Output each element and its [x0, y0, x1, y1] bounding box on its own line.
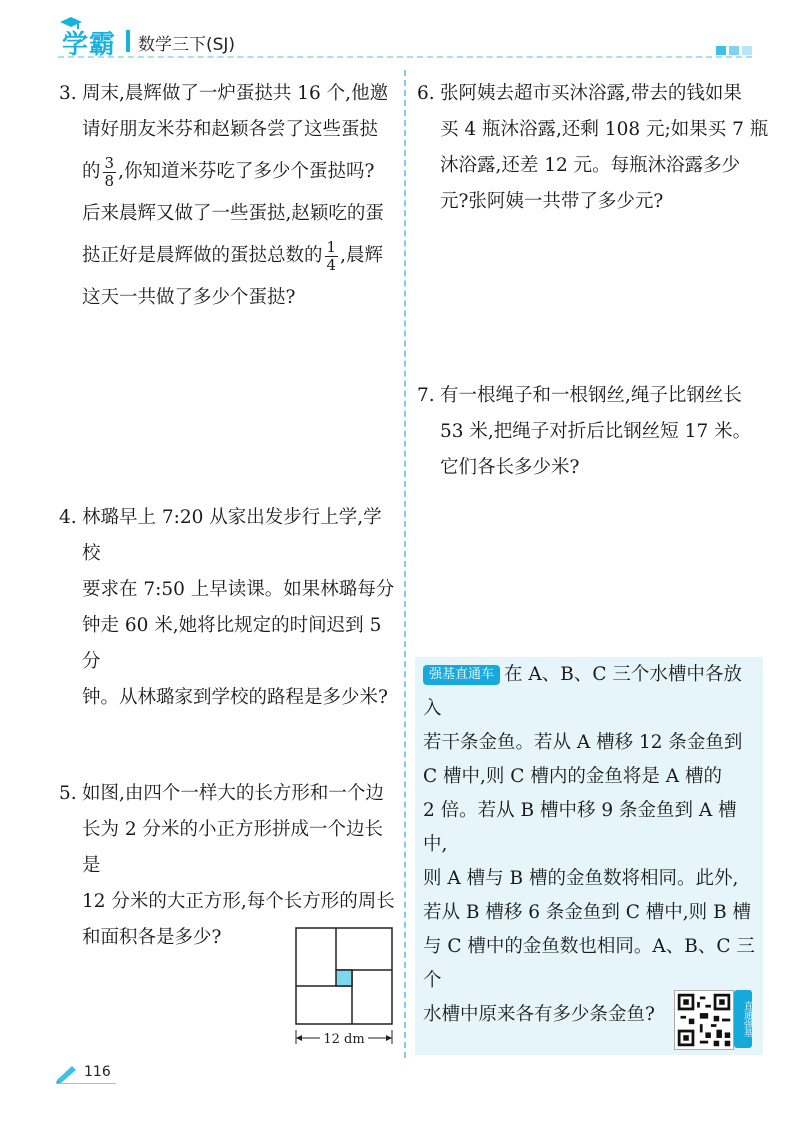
problem-line: 张阿姨去超市买沐浴露,带去的钱如果 — [440, 83, 742, 104]
text-fragment: ,晨辉 — [340, 245, 383, 266]
qr-code-icon[interactable] — [674, 990, 734, 1050]
problem-line — [82, 148, 400, 196]
brand-logo: 学霸 — [62, 30, 117, 60]
problem-number: 6. — [417, 83, 435, 104]
problem-line: 钟。从林璐家到学校的路程是多少米? — [82, 687, 388, 708]
problem-line: 12 分米的大正方形,每个长方形的周长 — [82, 891, 395, 912]
problem-line: 和面积各是多少? — [82, 927, 222, 948]
problem-number: 3. — [59, 83, 77, 104]
header-decoration — [716, 46, 752, 56]
problem-line — [82, 232, 400, 280]
challenge-text — [423, 658, 759, 1032]
challenge-line: 与 C 槽中的金鱼数也相同。A、B、C 三个 — [423, 936, 755, 991]
challenge-line: 若干条金鱼。若从 A 槽移 12 条金鱼到 — [423, 732, 743, 753]
challenge-line: 则 A 槽与 B 槽的金鱼数将相同。此外, — [423, 868, 739, 889]
text-fragment: ,你知道米芬吃了多少个蛋挞吗? — [118, 161, 375, 182]
column-divider — [404, 70, 406, 1058]
fraction-denominator: 4 — [326, 255, 337, 274]
problem-line: 这天一共做了多少个蛋挞? — [82, 287, 296, 308]
text-fragment: 挞正好是晨辉做的蛋挞总数的 — [82, 245, 323, 266]
problem-number: 5. — [59, 783, 77, 804]
problem-line: 要求在 7:50 上早读课。如果林璐每分 — [82, 579, 395, 600]
fraction-numerator: 3 — [104, 153, 115, 172]
problem-7 — [417, 378, 770, 486]
fraction — [103, 155, 117, 190]
problem-3 — [59, 76, 400, 316]
qr-caption: 直通强基 — [734, 990, 752, 1048]
problem-line: 它们各长多少米? — [440, 457, 580, 478]
challenge-line: 水槽中原来各有多少条金鱼? — [423, 1004, 655, 1025]
square-figure — [290, 924, 400, 1054]
problem-line: 买 4 瓶沐浴露,还剩 108 元;如果买 7 瓶 — [440, 119, 769, 140]
logo-separator — [126, 30, 130, 52]
problem-number: 4. — [59, 507, 77, 528]
page-number: 116 — [84, 1064, 111, 1080]
problem-6 — [417, 76, 770, 220]
challenge-line: 若从 B 槽移 6 条金鱼到 C 槽中,则 B 槽 — [423, 902, 752, 923]
challenge-badge: 强基直通车 — [423, 665, 500, 685]
problem-line: 有一根绳子和一根钢丝,绳子比钢丝长 — [440, 385, 742, 406]
text-fragment: 在 A、B、C 三个水槽中各放入 — [423, 664, 742, 719]
problem-number: 7. — [417, 385, 435, 406]
footer-rule — [56, 1083, 116, 1084]
problem-line: 53 米,把绳子对折后比钢丝短 17 米。 — [440, 421, 752, 442]
problem-line: 钟走 60 米,她将比规定的时间迟到 5 分 — [82, 615, 382, 672]
problem-line: 元?张阿姨一共带了多少元? — [440, 191, 664, 212]
fraction — [325, 239, 339, 274]
fraction-denominator: 8 — [104, 171, 115, 190]
problem-4 — [59, 500, 400, 716]
problem-line: 请好朋友米芬和赵颖各尝了这些蛋挞 — [82, 119, 379, 140]
header-divider — [58, 56, 752, 58]
page-header — [0, 0, 800, 64]
problem-line: 周末,晨辉做了一炉蛋挞共 16 个,他邀 — [82, 83, 389, 104]
problem-line: 沐浴露,还差 12 元。每瓶沐浴露多少 — [440, 155, 741, 176]
dimension-label: 12 dm — [323, 1032, 365, 1047]
problem-line: 如图,由四个一样大的长方形和一个边 — [82, 783, 384, 804]
challenge-line — [423, 658, 759, 726]
problem-line: 长为 2 分米的小正方形拼成一个边长是 — [82, 819, 384, 876]
challenge-line: C 槽中,则 C 槽内的金鱼将是 A 槽的 — [423, 766, 722, 787]
book-title: 数学三下(SJ) — [138, 35, 236, 55]
pencil-icon — [54, 1062, 80, 1084]
challenge-line: 2 倍。若从 B 槽中移 9 条金鱼到 A 槽中, — [423, 800, 737, 855]
fraction-numerator: 1 — [326, 237, 337, 256]
small-square — [336, 970, 352, 986]
text-fragment: 的 — [82, 161, 101, 182]
problem-line: 林璐早上 7:20 从家出发步行上学,学校 — [82, 507, 382, 564]
problem-line: 后来晨辉又做了一些蛋挞,赵颖吃的蛋 — [82, 203, 384, 224]
